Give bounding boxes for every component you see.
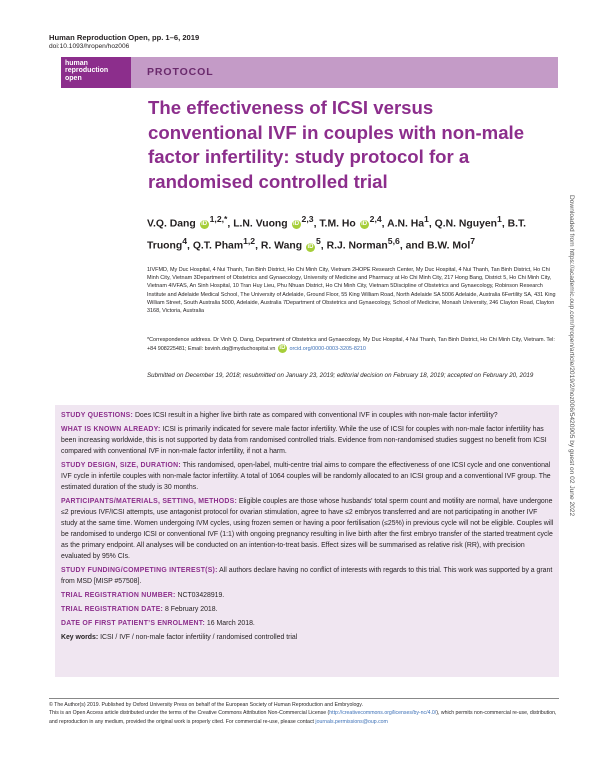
abstract-section bbox=[61, 590, 555, 601]
author-list bbox=[147, 211, 567, 256]
abstract-body: This randomised, open-label, multi-centre trial aims to compare the effectiveness of one ICSI cycle and one conventional IVF cycle in infertile couples with non-male factor infertility. A total of 1064 couples will be randomly allocated to an ICSI group and a conventional IVF group. The estimated duration of the study is 30 months. bbox=[61, 462, 551, 491]
author-separator: , bbox=[227, 218, 234, 230]
author-affiliation: 5 bbox=[315, 236, 321, 247]
orcid-icon[interactable]: iD bbox=[201, 221, 208, 228]
abstract-section bbox=[61, 424, 555, 457]
author-affiliation: 4 bbox=[182, 236, 188, 247]
submission-dates: Submitted on December 19, 2018; resubmitted on January 23, 2019; editorial decision on February 18, 2019; accepted on February 20, 2019 bbox=[147, 372, 534, 379]
author-affiliation: 1,2,* bbox=[209, 214, 228, 224]
abstract-heading: WHAT IS KNOWN ALREADY: bbox=[61, 426, 161, 433]
abstract-heading: TRIAL REGISTRATION DATE: bbox=[61, 606, 164, 613]
license-text: ), which permits non-commercial re-use, distribution, and reproduction in any medium, provided the original work is properly cited. For commercial re-use, please contact bbox=[49, 710, 557, 725]
author-affiliation: 1 bbox=[424, 214, 429, 224]
author-separator: , and bbox=[399, 240, 427, 252]
correspondence bbox=[147, 336, 559, 353]
keywords-label: Key words: bbox=[61, 634, 99, 641]
abstract-body: All authors declare having no conflict of interests with regards to this trial. This work was supported by a grant from MSD [MISP #57508]. bbox=[61, 567, 553, 585]
article-title: The effectiveness of ICSI versus conventional IVF in couples with non-male factor infertility: study protocol for a randomised controlled trial bbox=[148, 97, 525, 192]
abstract-body: 8 February 2018. bbox=[163, 606, 218, 613]
author-affiliation: 2,3 bbox=[301, 214, 314, 224]
abstract-section bbox=[61, 565, 555, 587]
author-separator: , bbox=[313, 218, 320, 230]
abstract-body: 16 March 2018. bbox=[205, 620, 255, 627]
doi[interactable]: doi:10.1093/hropen/hoz006 bbox=[49, 43, 130, 50]
license-link[interactable]: http://creativecommons.org/licenses/by-nc/4.0/ bbox=[329, 710, 437, 717]
author-name: A.N. Ha bbox=[387, 218, 425, 230]
author-separator: , bbox=[428, 218, 435, 230]
author-name: R.J. Norman bbox=[326, 240, 388, 252]
orcid-link[interactable]: orcid.org/0000-0003-3205-8210 bbox=[289, 346, 366, 353]
logo-line-3: open bbox=[65, 74, 82, 82]
copyright-line: © The Author(s) 2019. Published by Oxford University Press on behalf of the European Society of Human Reproduction and Embryology. bbox=[49, 702, 363, 708]
download-watermark: Downloaded from https://academic.oup.com/hropen/article/2019/2/hoz006/5420905 by guest on 02 June 2022 bbox=[568, 195, 575, 517]
author-name: Q.N. Nguyen bbox=[434, 218, 497, 230]
author-name: V.Q. Dang bbox=[147, 218, 196, 230]
abstract-section bbox=[61, 410, 555, 421]
footer-divider bbox=[49, 698, 559, 699]
abstract-body: ICSI is primarily indicated for severe male factor infertility. While the use of ICSI for couples with non-male factor infertility has been increasing worldwide, this is not supported by data from randomised controlled trials. Evidence from non-randomised studies suggest no benefit from ICSI compared with conventional IVF in non-male factor infertility, if not a harm. bbox=[61, 426, 547, 455]
author-separator: , bbox=[187, 240, 193, 252]
author-separator: , bbox=[501, 218, 508, 230]
keywords bbox=[61, 632, 555, 643]
abstract-heading: STUDY DESIGN, SIZE, DURATION: bbox=[61, 462, 181, 469]
author-affiliation: 1,2 bbox=[243, 236, 256, 247]
abstract-section bbox=[61, 460, 555, 493]
author-name: R. Wang bbox=[260, 240, 303, 252]
abstract-section bbox=[61, 618, 555, 629]
abstract-heading: PARTICIPANTS/MATERIALS, SETTING, METHODS: bbox=[61, 498, 238, 505]
abstract-section bbox=[61, 604, 555, 615]
author-name: B.T. Truong bbox=[147, 218, 527, 252]
abstract-heading: STUDY FUNDING/COMPETING INTEREST(S): bbox=[61, 567, 218, 574]
correspondence-text: *Correspondence address. Dr Vinh Q. Dang, Department of Obstetrics and Gynaecology, My Duc Hospital, 4 Nui Thanh, Tan Binh District, Ho Chi Minh City, Vietnam. Tel: +84 908225481; Email: bsvinh.dq@myduchospital.vn bbox=[147, 337, 555, 353]
author-name: Q.T. Pham bbox=[192, 240, 244, 252]
abstract-heading: STUDY QUESTIONS: bbox=[61, 412, 134, 419]
abstract-body: Eligible couples are those whose husbands' total sperm count and motility are normal, have undergone ≤2 previous IVF/ICSI attempts, use antagonist protocol for ovarian stimulation, agree to have ≤2 embryos transferred and are not participating in another IVF study at the same time. Women undergoing IVM cycles, using frozen semen or having a poor fertilisation (≤25%) in previous cycle will not be eligible. Couples will be randomised to undergo ICSI or conventional IVF (1:1) with ongoing pregnancy resulting in live birth after the first embryo transfer of the started treatment cycle as the primary endpoint. All analyses will be conducted on an intention-to-treat basis. Effect sizes will be summarised as relative risk (RR), with precision evaluated by 95% CIs. bbox=[61, 498, 554, 560]
license-text: This is an Open Access article distributed under the terms of the Creative Commons Attribution Non-Commercial License ( bbox=[49, 710, 330, 717]
author-name: L.N. Vuong bbox=[233, 218, 288, 230]
author-affiliation: 5,6 bbox=[387, 236, 400, 247]
abstract-heading: TRIAL REGISTRATION NUMBER: bbox=[61, 592, 176, 599]
orcid-icon[interactable]: iD bbox=[293, 221, 300, 228]
abstract-section bbox=[61, 496, 555, 562]
author-separator: , bbox=[381, 218, 388, 230]
orcid-icon[interactable]: iD bbox=[361, 221, 368, 228]
abstract-body: NCT03428919. bbox=[175, 592, 225, 599]
journal-header: Human Reproduction Open, pp. 1–6, 2019 bbox=[49, 33, 200, 42]
affiliations: 1IVFMD, My Duc Hospital, 4 Nui Thanh, Tan Binh District, Ho Chi Minh City, Vietnam 2HOPE Research Center, My Duc Hospital, 4 Nui Thanh, Tan Binh District, Ho Chi Minh City, Vietnam 3Department of Obstetrics and Gynaecology, University of Medicine and Pharmacy at Ho Chi Minh City, 217 Hong Bang, District 5, Ho Chi Minh City, Vietnam 4IVFAS, An Sinh Hospital, 10 Tran Huy Lieu, Phu Nhuan District, Ho Chi Minh City, Vietnam 5Discipline of Obstetrics and Gynaecology, Robinson Research Institute and Adelaide Medical School, The University of Adelaide, Ground Floor, 55 King William Road, North Adelaide SA 5006 Adelaide, Australia 6Fertility SA, 431 King William Street, South Australia 5000, Adelaide, Australia 7Department of Obstetrics and Gynaecology, School of Medicine, Monash University, 246 Clayton Road, Clayton 3168, Victoria, Australia bbox=[147, 267, 556, 315]
author-affiliation: 7 bbox=[470, 236, 476, 247]
abstract-body: Does ICSI result in a higher live birth rate as compared with conventional IVF in couples with non-male factor infertility? bbox=[133, 412, 498, 419]
author-separator: , bbox=[255, 240, 261, 252]
article-type-label: PROTOCOL bbox=[147, 66, 214, 78]
author-name: T.M. Ho bbox=[319, 218, 356, 230]
journal-logo bbox=[61, 57, 131, 88]
author-affiliation: 1 bbox=[496, 214, 502, 224]
abstract-text bbox=[61, 410, 555, 646]
author-affiliation: 2,4 bbox=[369, 214, 382, 224]
logo-line-1: human bbox=[65, 60, 88, 67]
abstract-heading: DATE OF FIRST PATIENT’S ENROLMENT: bbox=[61, 620, 206, 627]
footer-license bbox=[49, 701, 561, 726]
keywords-list: ICSI / IVF / non-male factor infertility / randomised controlled trial bbox=[98, 634, 298, 641]
author-name: B.W. Mol bbox=[426, 240, 471, 252]
orcid-icon: iD bbox=[279, 345, 286, 352]
orcid-icon[interactable]: iD bbox=[307, 243, 314, 250]
author-separator: , bbox=[320, 240, 327, 252]
permissions-email[interactable]: journals.permissions@oup.com bbox=[315, 718, 388, 725]
logo-line-2: reproduction bbox=[65, 67, 109, 75]
